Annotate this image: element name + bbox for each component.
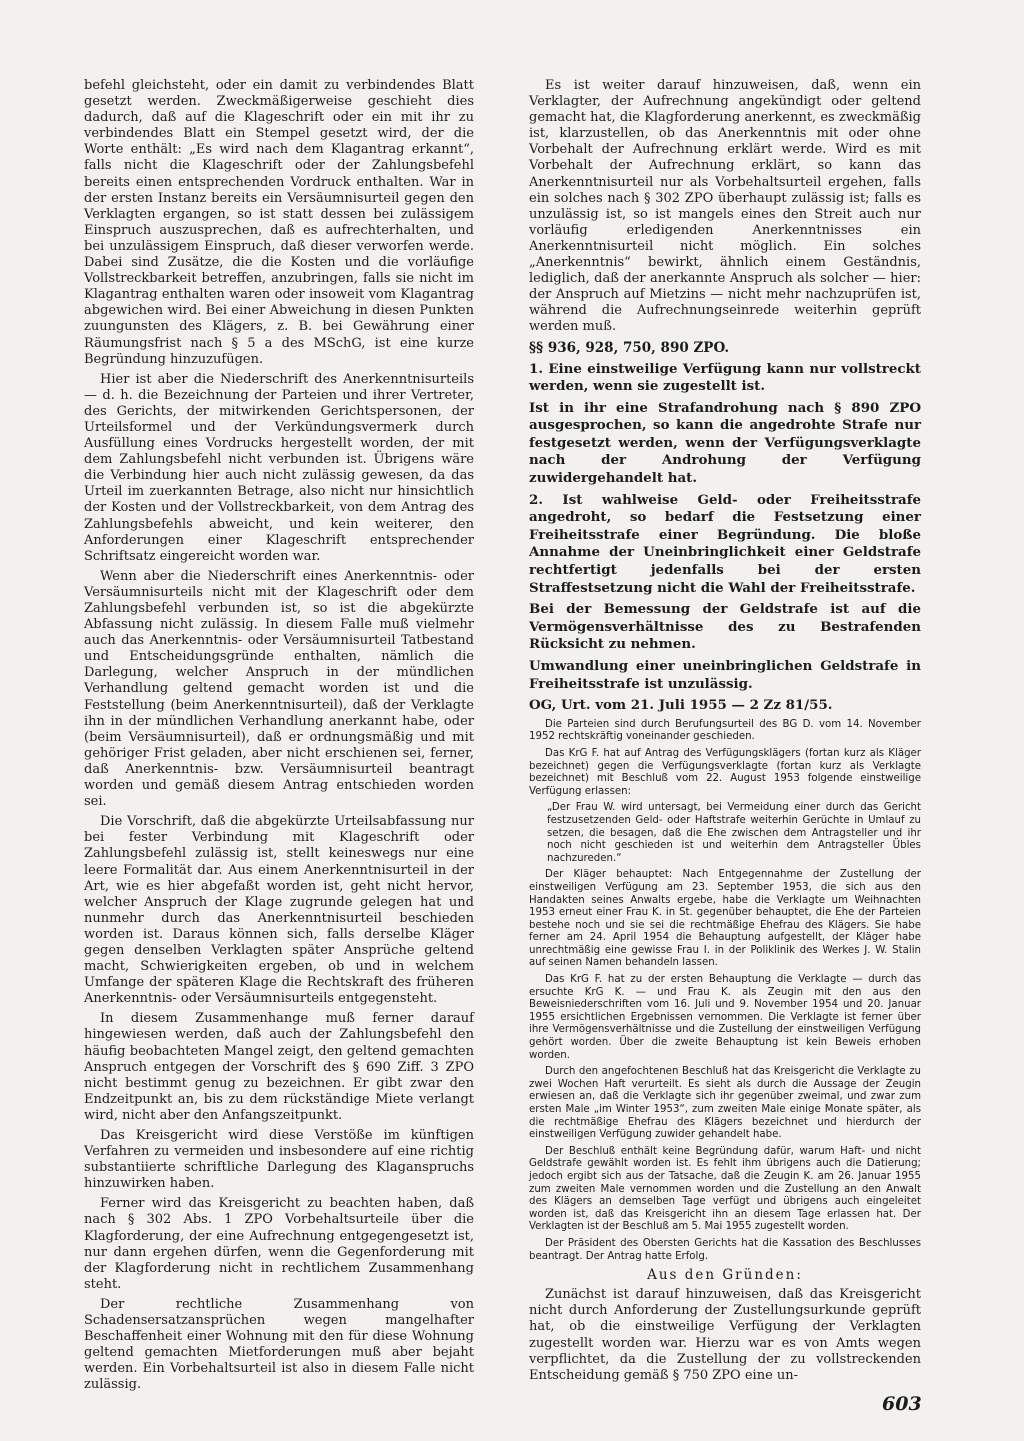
grounds-paragraph: Zunächst ist darauf hinzuweisen, daß das Kreisgericht nicht durch Anforderung der Zustellungsurkunde geprüft hat, ob die einstweilige Verfügung der Verklagten zugestellt worden war. Hierzu war es von Amts wegen verpflichtet, da die Zustellung der zu vollstreckenden Entscheidung gemäß § 750 ZPO eine un- [529, 1287, 921, 1383]
left-paragraph-3: Wenn aber die Niederschrift eines Anerkenntnis- oder Versäumnisurteils nicht mit der Klageschrift oder dem Zahlungsbefehl verbunden ist, so ist die abgekürzte Abfassung nicht zulässig. In diesem Falle muß vielmehr auch das Anerkenntnis- oder Versäumnisurteil Tatbestand und Entscheidungsgründe enthalten, nämlich die Darlegung, welcher Anspruch in der mündlichen Verhandlung geltend gemacht worden ist und die Feststellung (beim Anerkenntnisurteil), daß der Verklagte ihn in der mündlichen Verhandlung anerkannt habe, oder (beim Versäumnisurteil), daß er ordnungsmäßig und mit gehöriger Frist geladen, aber nicht erschienen sei, ferner, daß Anerkenntnis- bzw. Versäumnisurteil beantragt worden und gemäß diesem Antrag entschieden worden sei. [84, 568, 474, 810]
left-paragraph-5: In diesem Zusammenhange muß ferner darauf hingewiesen werden, daß auch der Zahlungsbefehl den häufig beobachteten Mangel zeigt, den geltend gemachten Anspruch entgegen der Vorschrift des § 690 Ziff. 3 ZPO nicht bestimmt genug zu bezeichnen. Er gibt zwar den Endzeitpunkt an, bis zu dem rückständige Miete verlangt wird, nicht aber den Anfangszeitpunkt. [84, 1011, 474, 1123]
facts-paragraph-4: Das KrG F. hat zu der ersten Behauptung die Verklagte — durch das ersuchte KrG K. — und Frau K. als Zeugin mit den aus den Beweisniederschriften vom 16. Juli und 9. November 1954 und 20. Januar 1955 ersichtlichen Ergebnissen vernommen. Die Verklagte ist ferner über ihre Vermögensverhältnisse und die Zustellung der einstweiligen Verfügung gehört worden. Über die zweite Behauptung ist kein Beweis erhoben worden. [529, 974, 921, 1061]
grounds-title: Aus den Gründen: [647, 1267, 803, 1284]
facts-paragraph-6: Der Beschluß enthält keine Begründung dafür, warum Haft- und nicht Geldstrafe gewählt worden ist. Es fehlt ihm übrigens auch die Datierung; jedoch ergibt sich aus der Tatsache, daß die Zeugin K. am 26. Januar 1955 zum zweiten Male vernommen worden und die Zustellung an den Anwalt des Klägers an demselben Tage verfügt und übrigens auch eingeleitet worden ist, daß das Kreisgericht ihn an diesem Tage erlassen hat. Der Verklagten ist der Beschluß am 5. Mai 1955 zugestellt worden. [529, 1145, 921, 1233]
leitsatz-2: Ist in ihr eine Strafandrohung nach § 890 ZPO ausgesprochen, so kann die angedrohte Strafe nur festgesetzt werden, wenn der Verfügungsverklagte nach der Androhung der Verfügung zuwidergehandelt hat. [529, 399, 921, 487]
leitsatz-1: 1. Eine einstweilige Verfügung kann nur vollstreckt werden, wenn sie zugestellt ist. [529, 360, 921, 395]
facts-paragraph-7: Der Präsident des Obersten Gerichts hat die Kassation des Beschlusses beantragt. Der Antrag hatte Erfolg. [529, 1237, 921, 1262]
leitsatz-3: 2. Ist wahlweise Geld- oder Freiheitsstrafe angedroht, so bedarf die Festsetzung einer Freiheitsstrafe einer Begründung. Die bloße Annahme der Uneinbringlichkeit einer Geldstrafe rechtfertigt jedenfalls bei der ersten Straffestsetzung nicht die Wahl der Freiheitsstrafe. [529, 491, 921, 596]
page-number: 603 [882, 1393, 922, 1415]
facts-paragraph-1: Die Parteien sind durch Berufungsurteil des BG D. vom 14. November 1952 rechtskräftig voneinander geschieden. [529, 718, 921, 743]
facts-quote: „Der Frau W. wird untersagt, bei Vermeidung einer durch das Gericht festzusetzenden Geld- oder Haftstrafe weiterhin Gerüchte in Umlauf zu setzen, die besagen, daß die Ehe zwischen dem Antragsteller und ihr noch nicht geschieden ist und weiterhin dem Antragsteller Übles nachzureden.“ [547, 802, 921, 864]
leitsatz-4: Bei der Bemessung der Geldstrafe ist auf die Vermögensverhältnisse des zu Bestrafenden Rücksicht zu nehmen. [529, 601, 921, 653]
court-citation: OG, Urt. vom 21. Juli 1955 — 2 Zz 81/55. [529, 697, 833, 714]
left-column [84, 78, 474, 1398]
left-paragraph-6: Das Kreisgericht wird diese Verstöße im künftigen Verfahren zu vermeiden und insbesondere auf eine richtig substantiierte schriftliche Darlegung des Klaganspruchs hinzuwirken haben. [84, 1128, 474, 1192]
facts-paragraph-2: Das KrG F. hat auf Antrag des Verfügungsklägers (fortan kurz als Kläger bezeichnet) gegen die Verfügungsverklagte (fortan kurz als Verklagte bezeichnet) mit Beschluß vom 22. August 1953 folgende einstweilige Verfügung erlassen: [529, 747, 921, 797]
right-column [529, 78, 921, 1388]
facts-paragraph-3: Der Kläger behauptet: Nach Entgegennahme der Zustellung der einstweiligen Verfügung am 23. September 1953, die sich aus den Handakten seines Anwalts ergebe, habe die Verklagte um Weihnachten 1953 erneut einer Frau K. in St. gegenüber behauptet, die Ehe der Parteien bestehe noch und sie sei die rechtmäßige Ehefrau des Klägers. Sie habe ferner am 24. April 1954 die Behauptung aufgestellt, der Kläger habe unrechtmäßig eine gewisse Frau I. in der Poliklinik des Werkes J. W. Stalin auf seinen Namen behandeln lassen. [529, 869, 921, 969]
left-paragraph-7: Ferner wird das Kreisgericht zu beachten haben, daß nach § 302 Abs. 1 ZPO Vorbehaltsurteile über die Klagforderung, der eine Aufrechnung entgegengesetzt ist, nur dann ergehen dürfen, wenn die Gegenforderung mit der Klagforderung nicht in rechtlichem Zusammenhang steht. [84, 1196, 474, 1292]
left-paragraph-2: Hier ist aber die Niederschrift des Anerkenntnisurteils — d. h. die Bezeichnung der Parteien und ihrer Vertreter, des Gerichts, der mitwirkenden Gerichtspersonen, der Urteilsformel und der Verkündungsvermerk durch Ausfüllung eines Vordrucks hergestellt worden, der mit dem Zahlungsbefehl nicht verbunden ist. Übrigens wäre die Verbindung hier auch nicht zulässig gewesen, da das Urteil im zuerkannten Betrage, also nicht nur hinsichtlich der Kosten und der Vollstreckbarkeit, von dem Antrag des Zahlungsbefehls abweicht, und kein weiterer, den Anforderungen einer Klageschrift entsprechender Schriftsatz eingereicht worden war. [84, 371, 474, 564]
right-intro-paragraph: Es ist weiter darauf hinzuweisen, daß, wenn ein Verklagter, der Aufrechnung angekündigt oder geltend gemacht hat, die Klagforderung anerkennt, es zweckmäßig ist, klarzustellen, ob das Anerkenntnis mit oder ohne Vorbehalt der Aufrechnung erklärt werde. Wird es mit Vorbehalt der Aufrechnung erklärt, so kann das Anerkenntnisurteil nur als Vorbehaltsurteil ergehen, falls ein solches nach § 302 ZPO überhaupt zulässig ist; falls es unzulässig ist, so ist mangels eines den Streit auch nur vorläufig erledigenden Anerkenntnisses ein Anerkenntnisurteil nicht möglich. Ein solches „Anerkenntnis“ bewirkt, ähnlich einem Geständnis, lediglich, daß der anerkannte Anspruch als solcher — hier: der Anspruch auf Mietzins — nicht mehr nachzuprüfen ist, während die Aufrechnungseinrede weiterhin geprüft werden muß. [529, 78, 921, 335]
facts-paragraph-5: Durch den angefochtenen Beschluß hat das Kreisgericht die Verklagte zu zwei Wochen Haft verurteilt. Es sieht als durch die Aussage der Zeugin erwiesen an, daß die Verklagte sich ihr gegenüber zweimal, und zwar zum ersten Male „im Winter 1953“, zum zweiten Male einige Monate später, als die rechtmäßige Ehefrau des Klägers bezeichnet und hierdurch der einstweiligen Verfügung zuwider gehandelt habe. [529, 1066, 921, 1141]
leitsatz-5: Umwandlung einer uneinbringlichen Geldstrafe in Freiheitsstrafe ist unzulässig. [529, 658, 921, 692]
section-heading: §§ 936, 928, 750, 890 ZPO. [529, 339, 730, 356]
left-paragraph-8: Der rechtliche Zusammenhang von Schadensersatzansprüchen wegen mangelhafter Beschaffenheit einer Wohnung mit den für diese Wohnung geltend gemachten Mietforderungen muß aber bejaht werden. Ein Vorbehaltsurteil ist also in diesem Falle nicht zulässig. [84, 1296, 474, 1393]
left-paragraph-4: Die Vorschrift, daß die abgekürzte Urteilsabfassung nur bei fester Verbindung mit Klageschrift oder Zahlungsbefehl zulässig ist, stellt keineswegs nur eine leere Formalität dar. Aus einem Anerkenntnisurteil in der Art, wie es hier abgefaßt worden ist, geht nicht hervor, welcher Anspruch der Klage zugrunde gelegen hat und nunmehr durch das Anerkenntnisurteil beschieden worden ist. Daraus können sich, falls derselbe Kläger gegen denselben Verklagten später Ansprüche geltend macht, Schwierigkeiten ergeben, ob und in welchem Umfange der späteren Klage die Rechtskraft des früheren Anerkenntnis- oder Versäumnisurteils entgegensteht. [84, 814, 474, 1007]
left-paragraph-1: befehl gleichsteht, oder ein damit zu verbindendes Blatt gesetzt werden. Zweckmäßigerweise geschieht dies dadurch, daß auf die Klageschrift oder ein mit ihr zu verbindendes Blatt ein Stempel gesetzt wird, der die Worte enthält: „Es wird nach dem Klagantrag erkannt“, falls nicht die Klageschrift oder der Zahlungsbefehl bereits einen entsprechenden Vordruck enthalten. War in der ersten Instanz bereits ein Versäumnisurteil gegen den Verklagten ergangen, so ist statt dessen bei zulässigem Einspruch auszusprechen, daß es aufrechterhalten, und bei unzulässigem Einspruch, daß dieser verworfen werde. Dabei sind Zusätze, die die Kosten und die vorläufige Vollstreckbarkeit betreffen, anzubringen, falls sie nicht im Klagantrag enthalten waren oder insoweit vom Klagantrag abgewichen wird. Bei einer Abweichung in diesen Punkten zuungunsten des Klägers, z. B. bei Gewährung einer Räumungsfrist nach § 5 a des MSchG, ist eine kurze Begründung hinzuzufügen. [84, 78, 474, 367]
